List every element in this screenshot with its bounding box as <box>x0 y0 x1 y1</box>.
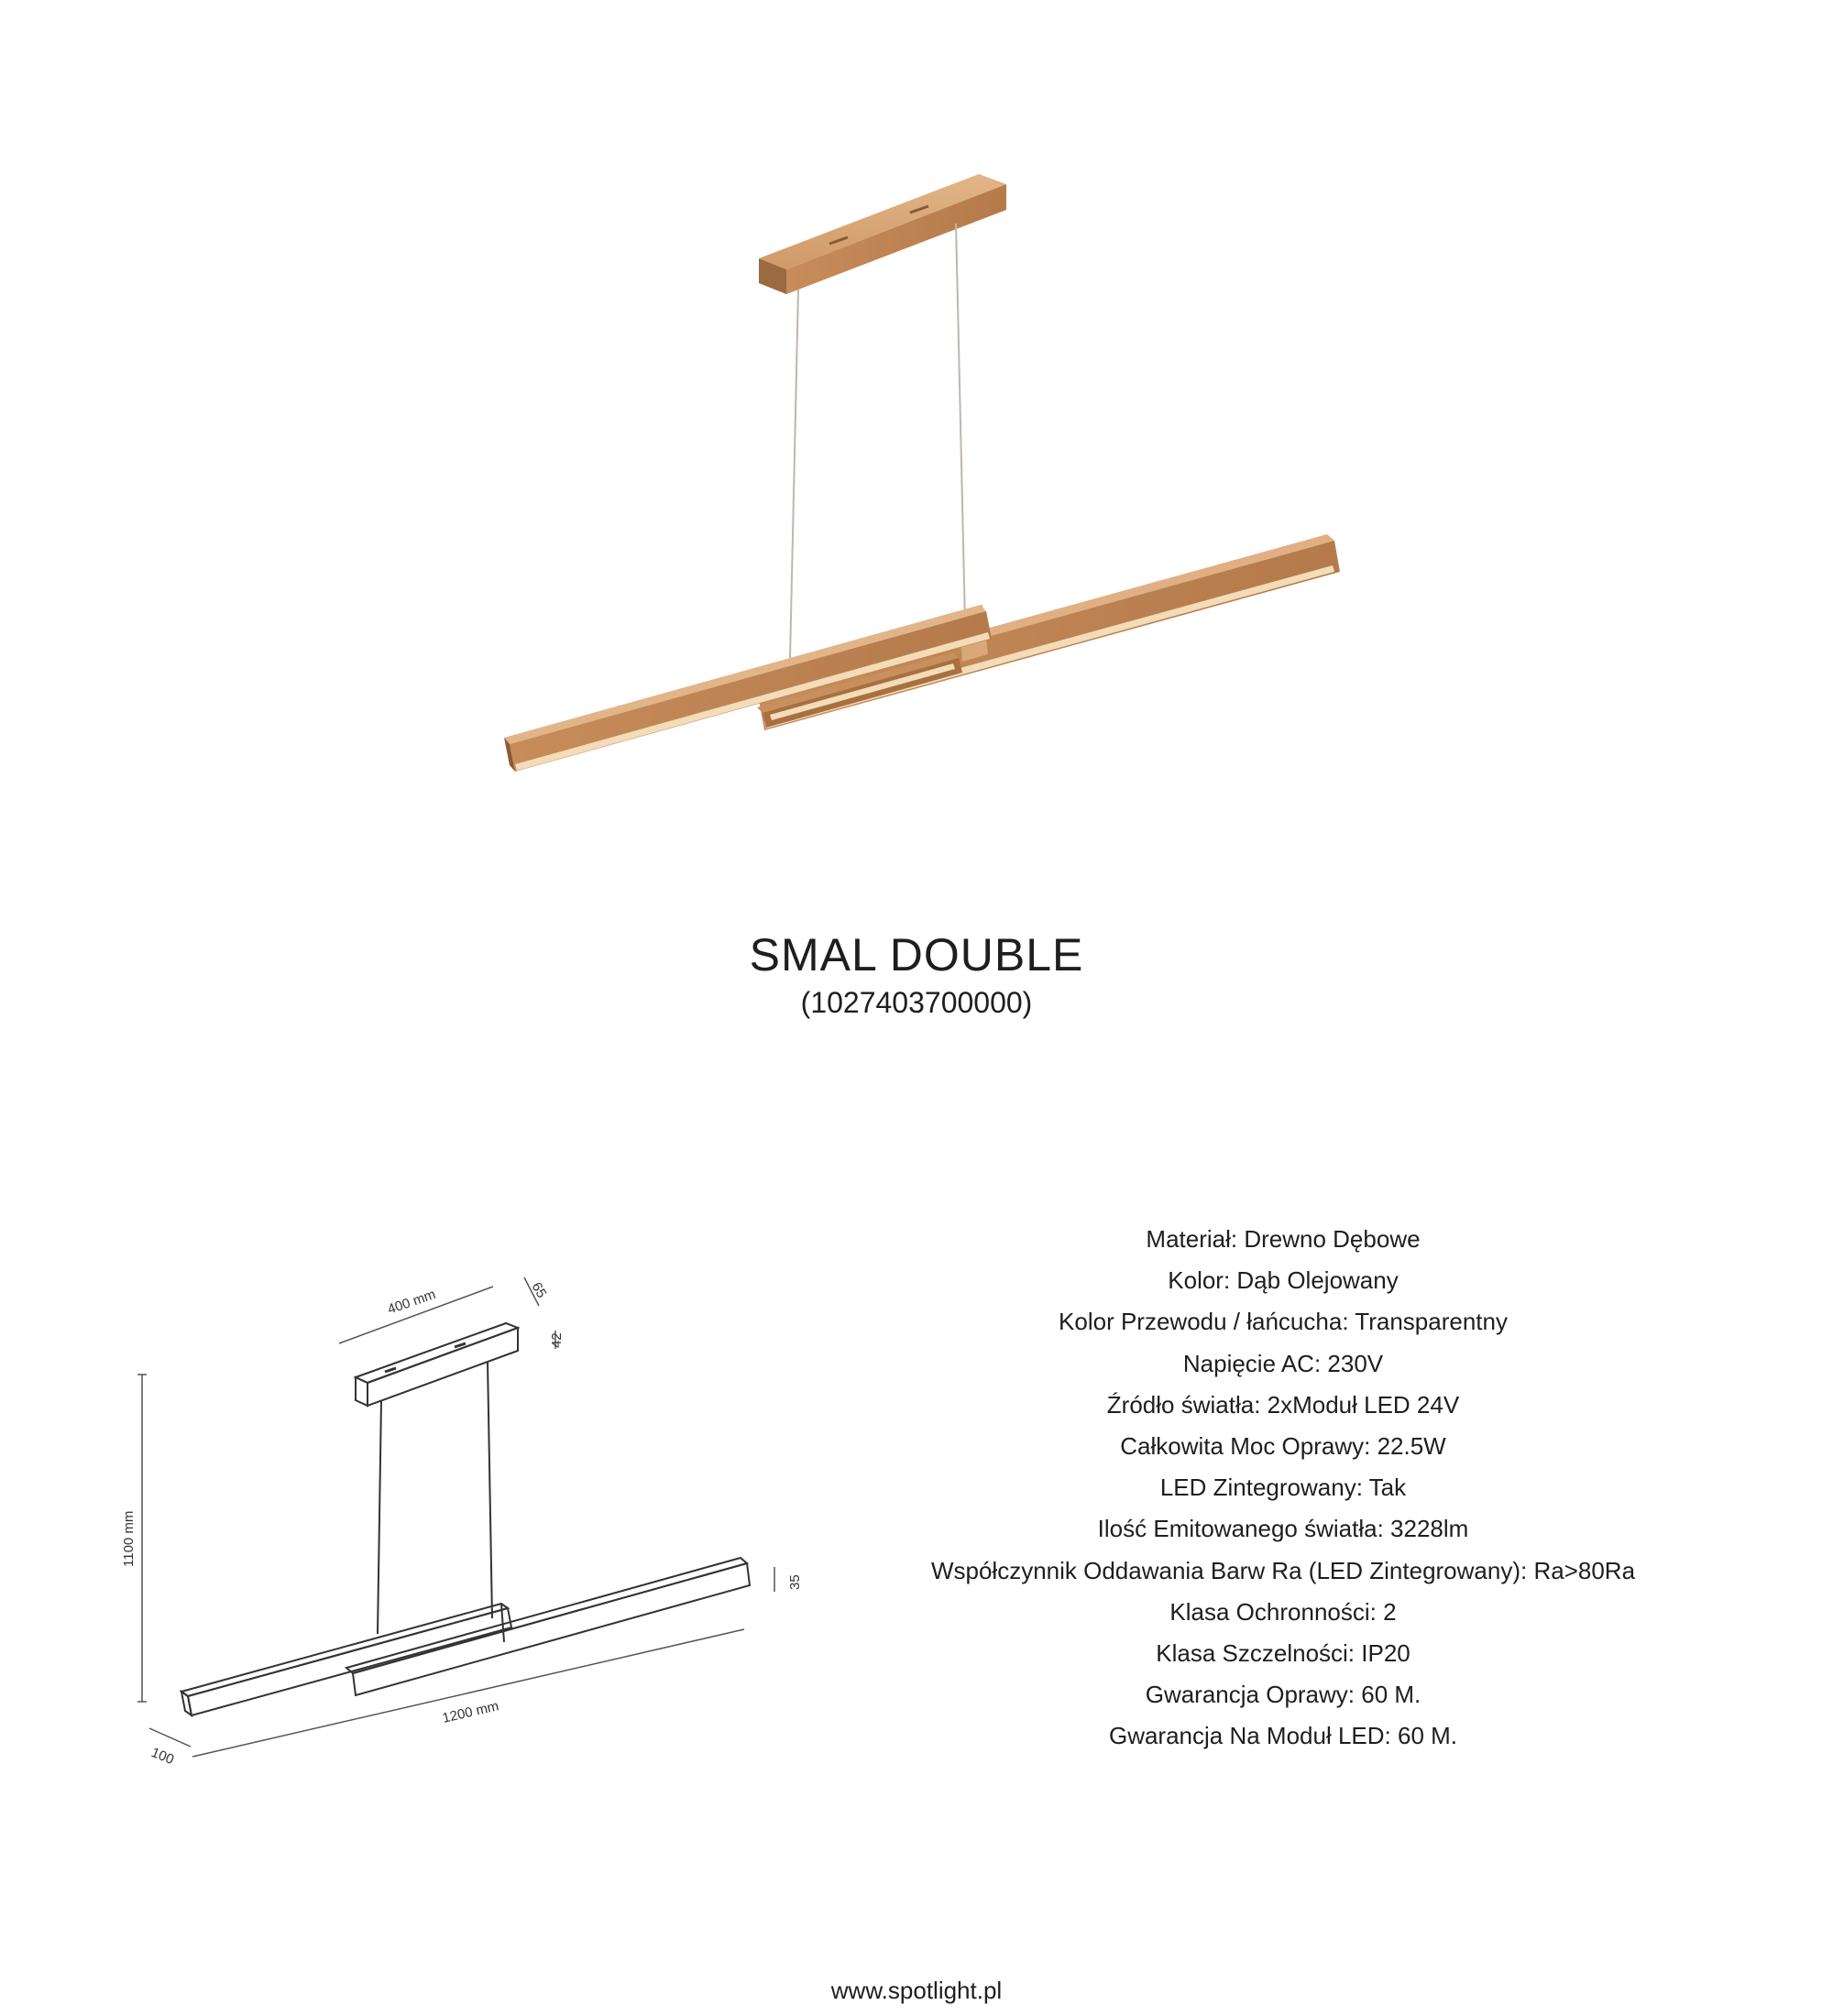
drawing-bar-upper <box>181 1604 508 1696</box>
light-bar-upper <box>504 605 992 772</box>
spec-item: Gwarancja Na Moduł LED: 60 M. <box>1108 1722 1458 1750</box>
spec-item: Gwarancja Oprawy: 60 M. <box>1145 1681 1421 1709</box>
website-link[interactable]: www.spotlight.pl <box>830 1977 1003 2004</box>
dim-canopy-width: 65 <box>528 1279 550 1301</box>
dim-canopy-length: 400 mm <box>385 1287 438 1318</box>
dim-bar-length: 1200 mm <box>441 1698 500 1726</box>
product-photo <box>0 0 1833 825</box>
spec-item: Materiał: Drewno Dębowe <box>1146 1225 1421 1253</box>
spec-item: Napięcie AC: 230V <box>1182 1349 1384 1377</box>
cable-left <box>790 290 798 658</box>
dim-cable-length: 1100 mm <box>121 1510 137 1567</box>
spec-item: Całkowita Moc Oprawy: 22.5W <box>1120 1431 1446 1460</box>
spec-item: Kolor: Dąb Olejowany <box>1168 1266 1399 1295</box>
drawing-cable-right <box>488 1362 492 1618</box>
canopy <box>759 174 1006 294</box>
drawing-cable-left <box>378 1400 381 1634</box>
product-title: SMAL DOUBLE <box>749 929 1084 981</box>
product-code: (1027403700000) <box>800 986 1033 1019</box>
drawing-canopy <box>356 1323 518 1383</box>
dim-bar-height: 35 <box>787 1574 803 1590</box>
spec-item: Ilość Emitowanego światła: 3228lm <box>1097 1515 1469 1543</box>
dim-bar-width: 100 <box>148 1744 177 1769</box>
dim-canopy-height: 42 <box>549 1332 565 1348</box>
spec-item: Współczynnik Oddawania Barw Ra (LED Zintegrowany): Ra>80Ra <box>930 1556 1636 1584</box>
spec-item: LED Zintegrowany: Tak <box>1159 1474 1407 1502</box>
cable-right <box>956 224 965 623</box>
spec-item: Źródło światła: 2xModuł LED 24V <box>1106 1390 1460 1419</box>
technical-drawing <box>0 1246 880 1814</box>
spec-item: Kolor Przewodu / łańcucha: Transparentny <box>1059 1308 1508 1336</box>
spec-item: Klasa Szczelności: IP20 <box>1156 1638 1410 1667</box>
spec-item: Klasa Ochronności: 2 <box>1169 1597 1397 1626</box>
specification-list <box>916 1219 1650 1757</box>
